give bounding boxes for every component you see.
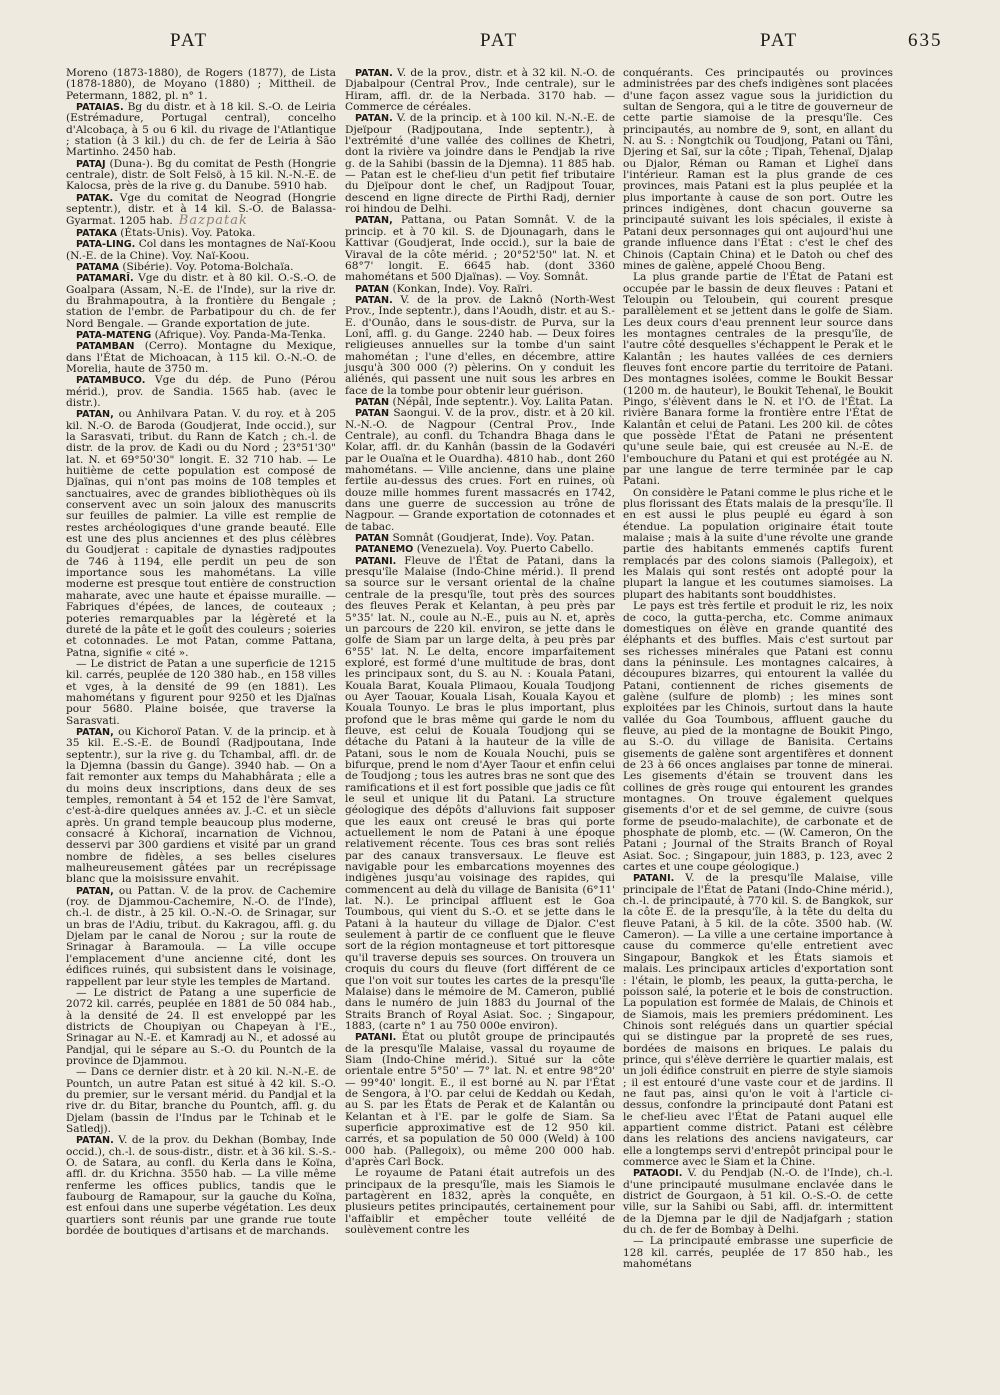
entry-text: Le royaume de Patani était autrefois un des principaux de la presqu'île, mais les Siamois le partagèrent en 1832, après la conquête, en plusieurs petites principautés, certainement pour l'affaiblir et empêcher toute velléité de soulèvement contre les bbox=[345, 1167, 615, 1237]
entry-text: La plus grande partie de l'État de Patani est occupée par le bassin de deux fleuves : Patani et Teloupin ou Teloubein, qui courent presque parallèlement et se jettent dans le golfe de Siam. Les deux cours d'eau prennent leur source dans les montagnes centrales de la presqu'île, de l'autre côté desquelles s'échappent le Perak et le Kalantân ; les hautes vallées de ces derniers fleuves font encore partie du territoire de Patani. Des montagnes isolées, comme le Boukit Bessar (1200 m. de hauteur), le Boukit Tehenaï, le Boukit Pingo, s'élèvent dans le N. et l'O. de l'État. La rivière Banara forme la frontière entre l'État de Kalantân et celui de Patani. Les 200 kil. de côtes que possède l'État de Patani ne présentent qu'une seule baie, qui est creusée au N.-E. de l'embouchure du Patani et qui est protégée au N. par une langue de terre terminée par le cap Patani. bbox=[623, 271, 893, 488]
dictionary-entry bbox=[66, 659, 336, 727]
entry-text: (Duna-). Bg du comitat de Pesth (Hongrie centrale), distr. de Solt Felsö, à 15 kil. N.-N.-E. de Kalocsa, près de la rive g. du Danube. 5910 hab. bbox=[66, 157, 336, 193]
entry-headword: PATAN. bbox=[355, 68, 393, 79]
dictionary-entry bbox=[623, 488, 893, 601]
entry-text: Saongui. V. de la prov., distr. et à 20 kil. N.-N.-O. de Nagpour (Central Prov., Inde Centrale), au confl. du Tchandra Bhaga dans le Kolar, affl. dr. du Kanhân (bassin de la Godavéri par le Ouaïna et le Ouardha). 4810 hab., dont 260 mahométans. — Ville ancienne, dans une plaine fertile au-dessus des crues. Fort en ruines, où douze mille hommes furent massacrés en 1742, dans une guerre de succession au trône de Nagpour. — Grande exportation de cotonnades et de tabac. bbox=[345, 407, 615, 533]
dictionary-entry bbox=[66, 68, 336, 102]
dictionary-entry bbox=[623, 873, 893, 1168]
dictionary-entry bbox=[345, 1032, 615, 1168]
dictionary-entry bbox=[623, 1168, 893, 1236]
entry-text: (États-Unis). Voy. Patoka. bbox=[116, 226, 256, 239]
entry-text: V. de la prov., distr. et à 32 kil. N.-O. de Djabalpour (Central Prov., Inde centrale), sur le Hiram, affl. dr. de la Nerbada. 3170 hab. — Commerce de céréales. bbox=[345, 67, 615, 114]
entry-text: V. de la prov. du Dekhan (Bombay, Inde occid.), ch.-l. de sous-distr., distr. et à 36 kil. S.-S.-O. de Satara, au confl. du Kerla dans le Koïna, affl. dr. du Krichna. 3550 hab. — La ville même renferme les offices publics, tandis que le faubourg de Ramapour, sur la gauche du Koïna, est enfoui dans une superbe végétation. Les deux quartiers sont réunis par une grande rue toute bordée de boutiques d'artisans et de marchands. bbox=[66, 1134, 336, 1238]
entry-text: V. de la princip. et à 100 kil. N.-N.-E. de Djeïpour (Radjpoutana, Inde septentr.), à l'extrémité d'une vallée des collines de Khetri, dont la rivière va joindre dans le Pendjab la rive g. de la Sahibi (bassin de la Djemna). 11 885 hab. — Patan est le chef-lieu d'un petit fief tributaire du Djeïpour dont le chef, un Radjpout Touar, descend en ligne directe de Pirthi Radj, dernier roi hindou de Delhi. bbox=[345, 112, 615, 216]
entry-text: V. du Pendjab (N.-O. de l'Inde), ch.-l. d'une principauté musulmane enclavée dans le district de Gourgaon, à 51 kil. O.-S.-O. de cette ville, sur la Sahibi ou Sabi, affl. dr. intermittent de la Djemna par le djil de Nadjafgarh ; station du ch. de fer de Bombay à Delhi. bbox=[623, 1167, 893, 1237]
dictionary-entry bbox=[623, 601, 893, 873]
entry-text: (Venezuela). Voy. Puerto Cabello. bbox=[413, 543, 594, 556]
entry-headword: PATA-LING. bbox=[76, 239, 136, 251]
entry-headword: PATAMBAN bbox=[76, 341, 135, 353]
page-number: 635 bbox=[908, 30, 943, 51]
entry-headword: PATAN bbox=[355, 283, 390, 295]
dictionary-entry bbox=[66, 375, 336, 409]
entry-text: Moreno (1873-1880), de Rogers (1877), de Lista (1878-1880), de Moyano (1880) ; Mittheil. de Petermann, 1882, pl. n° 1. bbox=[66, 67, 336, 102]
entry-headword: PATAIAS. bbox=[76, 102, 124, 114]
entry-headword: PATANI. bbox=[633, 873, 675, 885]
entry-headword: PATAN, bbox=[76, 726, 114, 738]
dictionary-entry bbox=[623, 272, 893, 488]
entry-text: Fleuve de l'État de Patani, dans la presqu'île Malaise (Indo-Chine mérid.). Il prend sa source sur le versant oriental de la chaîne centrale de la presqu'île, tout près des sources des fleuves Perak et Kelantan, à peu près par 5°35' lat. N., coule au N.-E., puis au N. et, après un parcours de 220 kil. environ, se jette dans le golfe de Siam par un large delta, à peu près par 6°55' lat. N. Le delta, encore imparfaitement exploré, est formé d'une multitude de bras, dont les principaux sont, du S. au N. : Kouala Patani, Kouala Barat, Kouala Plimaou, Kouala Toudjong ou Ayer Taouar, Kouala Lisah, Kouala Kayou et Kouala Tounyo. Le bras le plus important, plus profond que le bras même qui garde le nom du fleuve, est celui de Kouala Toudjong qui se détache du Patani à la hauteur de la ville de Patani, sous le nom de Kouala Nouchi, puis se bifurque, prend le nom d'Ayer Taour et enfin celui de Toudjong ; tous les autres bras ne sont que des ramifications et il est fort possible que jadis ce fût le seul et unique lit du Patani. La structure géologique des dépôts d'alluvions fait supposer que les eaux ont creusé le bras qui porte actuellement le nom de Patani à une époque relativement récente. Tous ces bras sont reliés par des canaux transversaux. Le fleuve est navigable pour les embarcations moyennes des indigènes jusqu'au voisinage des rapides, qui commencent au delà du village de Banisita (6°11' lat. N.). Le principal affluent est le Goa Toumbous, qui vient du S.-O. et se jette dans le Patani à la hauteur du village de Djalor. C'est seulement à partir de ce confluent que le fleuve sort de la région montagneuse et tort pittoresque qu'il traverse depuis ses sources. On trouvera un croquis du cours du fleuve (fort différent de ce que l'on voit sur toutes les cartes de la presqu'île Malaise) dans le mémoire de M. Cameron, publié dans le numéro de juin 1883 du Journal of the Straits Branch of Royal Asiat. Soc. ; Singapour, 1883, (carte n° 1 au 750 000e environ). bbox=[345, 554, 615, 1032]
entry-headword: PATAN, bbox=[76, 409, 114, 421]
entry-text: Vge du dép. de Puno (Pérou mérid.), prov. de Sandia. 1565 hab. (avec le distr.). bbox=[66, 374, 336, 409]
entry-headword: PATAMBUCO. bbox=[76, 375, 146, 387]
dictionary-entry bbox=[66, 341, 336, 375]
header-center-word: PAT bbox=[480, 30, 519, 51]
running-header bbox=[60, 30, 960, 64]
entry-text: (Sibérie). Voy. Potoma-Bolchaïa. bbox=[119, 260, 294, 273]
entry-headword: PATAN, bbox=[355, 215, 393, 227]
entry-headword: PATAN. bbox=[355, 294, 393, 306]
entry-headword: PATAMARÎ. bbox=[76, 273, 134, 285]
entry-headword: PATANI. bbox=[355, 1032, 397, 1044]
entry-text: — La principauté embrasse une superficie de 128 kil. carrés, peuplée de 17 850 hab., les mahométans bbox=[623, 1235, 893, 1271]
header-left-word: PAT bbox=[170, 30, 209, 51]
dictionary-entry bbox=[66, 239, 336, 262]
dictionary-entry bbox=[66, 988, 336, 1067]
entry-headword: PATAJ bbox=[76, 158, 106, 170]
entry-text: V. de la presqu'île Malaise, ville principale de l'État de Patani (Indo-Chine mérid.), ch.-l. de principauté, à 770 kil. S. de Bangkok, sur la côte E. de la presqu'île, à la tête du delta du fleuve Patani, à 5 kil. de la côte. 3500 hab. (W. Cameron). — La ville a une certaine importance à cause du commerce qu'elle entretient avec Singapour, Bangkok et les États siamois et malais. Les principaux articles d'exportation sont : l'étain, le plomb, les peaux, la gutta-percha, le poisson salé, la poterie et le bois de construction. La population est formée de Malais, de Chinois et de Siamois, mais les premiers prédominent. Les Chinois sont relégués dans un quartier spécial qui se distingue par la propreté de ses rues, bordées de maisons en briques. Le palais du prince, qui s'élève derrière le quartier malais, est un joli édifice construit en pierre de style siamois ; il est entouré d'une vaste cour et de jardins. Il ne faut pas, ainsi qu'on le voit à l'article ci-dessus, confondre la principauté dont Patani est le chef-lieu avec l'État de Patani auquel elle appartient comme district. Patani est célèbre dans les relations des anciens navigateurs, car elle a longtemps servi d'entrepôt principal pour le commerce avec le Siam et la Chine. bbox=[623, 872, 893, 1168]
entry-text: — Le district de Patan a une superficie de 1215 kil. carrés, peuplée de 120 380 hab., en 158 villes et vges, à la densité de 99 (en 1881). Les mahométans y figurent pour 9250 et les Djaïnas pour 5680. Plaine boisée, que traverse la Sarasvati. bbox=[66, 657, 336, 727]
entry-headword: PATAN, bbox=[76, 885, 114, 897]
entry-text: Vge du comitat de Neograd (Hongrie septentr.), distr. et à 14 kil. S.-O. de Balassa-Gyarmat. 1205 hab. bbox=[66, 191, 336, 228]
dictionary-entry bbox=[66, 1067, 336, 1135]
dictionary-entry bbox=[66, 727, 336, 886]
dictionary-entry bbox=[345, 68, 615, 113]
entry-headword: PATAN bbox=[355, 533, 390, 545]
entry-headword: PATAN. bbox=[76, 1135, 114, 1147]
entry-headword: PATAN bbox=[355, 408, 390, 420]
entry-text: V. de la prov. de Laknô (North-West Prov., Inde septentr.), dans l'Aoudh, distr. et au S.-E. d'Ounâo, dans le sous-distr. de Purva, sur la Lonî, affl. g. du Gange. 2240 hab. — Deux foires religieuses annuelles sur la tombe d'un saint mahométan ; l'une d'elles, en décembre, attire jusqu'à 300 000 (?) pèlerins. On y conduit les aliénés, qui passent une nuit sous les arbres en face de la tombe pour obtenir leur guérison. bbox=[345, 293, 615, 397]
entry-headword: PATAMA bbox=[76, 261, 120, 273]
entry-text: Col dans les montagnes de Naï-Koou (N.-E. de la Chine). Voy. Naï-Koou. bbox=[66, 238, 336, 262]
header-right-word: PAT bbox=[760, 30, 799, 51]
dictionary-entry bbox=[66, 193, 336, 228]
entry-text: État ou plutôt groupe de principautés de la presqu'île Malaise, vassal du royaume de Siam (Indo-Chine mérid.). Situé sur la côte orientale entre 5°50' — 7° lat. N. et entre 98°20' — 99°40' longit. E., il est borné au N. par l'État de Sengora, à l'O. par celui de Keddah ou Kedah, au S. par les États de Perak et de Kalantân ou Kelantan et à l'E. par le golfe de Siam. Sa superficie approximative est de 12 950 kil. carrés, et sa population de 50 000 (Weld) à 100 000 hab. (Pallegoix), ou même 200 000 hab. d'après Carl Bock. bbox=[345, 1031, 615, 1168]
entry-text: Somnât (Goudjerat, Inde). Voy. Patan. bbox=[389, 532, 595, 545]
dictionary-entry bbox=[623, 68, 893, 272]
dictionary-entry bbox=[345, 1168, 615, 1236]
entry-headword: PATAODI. bbox=[633, 1168, 683, 1180]
text-column-1 bbox=[66, 68, 336, 1237]
entry-headword: PATAN bbox=[355, 396, 390, 408]
entry-text: (Konkan, Inde). Voy. Raïri. bbox=[389, 282, 533, 295]
dictionary-entry bbox=[345, 215, 615, 283]
text-column-2 bbox=[345, 68, 615, 1236]
handwritten-pencil-note: Bazpatak bbox=[178, 213, 248, 229]
entry-text: Pattana, ou Patan Somnât. V. de la princip. et à 70 kil. S. de Djounagarh, dans le Kattivar (Goudjerat, Inde occid.), sur la baie de Viraval de la côte mérid. ; 20°52'50" lat. N. et 68°7' longit. E. 6645 hab. (dont 3360 mahométans et 500 Djaïnas). — Voy. Somnât. bbox=[345, 214, 615, 284]
entry-headword: PATAKA bbox=[76, 227, 117, 239]
entry-text: On considère le Patani comme le plus riche et le plus florissant des États malais de la presqu'île. Il en est aussi le plus peuplé eu égard à son étendue. La population originaire était toute malaise ; mais à la suite d'une révolte une grande partie des habitants emmenés captifs furent remplacés par des colons siamois (Pallegoix), et les Malais qui sont restés ont adopté pour la plupart la langue et les coutumes siamoises. La plupart des habitants sont bouddhistes. bbox=[623, 486, 893, 601]
entry-text: (Népâl, Inde septentr.). Voy. Lalita Patan. bbox=[389, 395, 614, 408]
dictionary-entry bbox=[66, 886, 336, 988]
dictionary-entry bbox=[345, 295, 615, 397]
entry-text: ou Kichoroï Patan. V. de la princip. et à 35 kil. E.-S.-E. de Boundî (Radjpoutana, Inde septentr.), sur la rive g. du Tchambal, affl. dr. de la Djemna (bassin du Gange). 3940 hab. — On a fait remonter aux temps du Mahabhârata ; elle a du moins deux inscriptions, dans deux de ses temples, remontant à 54 et 152 de l'ère Samvat, c'est-à-dire quelques années av. J.-C. et un siècle après. Un grand temple beaucoup plus moderne, consacré à Kichoraï, incarnation de Vichnou, desservi par 300 gardiens et visité par un grand nombre de fidèles, a ses belles ciselures malheureusement gâtées par un recrépissage blanc que la moisissure envahit. bbox=[66, 725, 336, 886]
entry-text: conquérants. Ces principautés ou provinces administrées par des chefs indigènes sont placées d'une façon assez vague sous la juridiction du sultan de Sengora, qui a le titre de gouverneur de cette partie siamoise de la presqu'île. Ces principautés, au nombre de 9, sont, en allant du N. au S. : Nongtchik ou Toudjong, Patani ou Tâni, Djering et Saï, sur la côte ; Tipah, Tehenaï, Djalap ou Djalor, Réman ou Raman et Ligheï dans l'intérieur. Raman est la plus grande de ces provinces, mais Patani est la plus peuplée et la plus importante à cause de son port. Outre les princes indigènes, dont chacun gouverne sa principauté suivant les lois spéciales, il existe à Patani deux personnages qui ont aujourd'hui une grande influence dans l'État : c'est le chef des Chinois (Captain China) et le Datoh ou chef des mines de galène, appelé Choou Beng. bbox=[623, 67, 893, 272]
entry-headword: PATANEMO bbox=[355, 544, 414, 556]
entry-text: ou Anhilvara Patan. V. du roy. et à 205 kil. N.-O. de Baroda (Goudjerat, Inde occid.), sur la Sarasvati, tribut. du Rann de Katch ; ch.-l. de distr. de la prov. de Kadi ou du Nord ; 23°51'30" lat. N. et 69°50'30" longit. E. 32 710 hab. — Le huitième de cette population est composé de Djaïnas, qui n'ont pas moins de 108 temples et sanctuaires, avec de grandes bibliothèques où ils conservent avec un soin jaloux des manuscrits sur feuilles de palmier. La ville est remplie de restes archéologiques d'une grande beauté. Elle est une des plus anciennes et des plus célèbres du Goudjerat : capitale de dynasties radjpoutes de 746 à 1194, elle perdit un peu de son importance sous les mahométans. La ville moderne est presque tout entière de construction maharate, avec une haute et épaisse muraille. — Fabriques d'épées, de lances, de couteaux ; poteries remarquables par la légèreté et la dureté de la pâte et le goût des couleurs ; soieries et cotonnades. Le mot Patan, comme Pattana, Patna, signifie « cité ». bbox=[66, 408, 336, 659]
entry-text: Le pays est très fertile et produit le riz, les noix de coco, la gutta-percha, etc. Comme animaux domestiques on élève en grande quantité des éléphants et des buffles. Mais c'est surtout par ses richesses minérales que Patani est connu dans la péninsule. Les montagnes calcaires, à découpures bizarres, qui entourent la vallée du Patani, contiennent de riches gisements de galène (sulfure de plomb) ; les mines sont exploitées par les Chinois, surtout dans la haute vallée du Goa Toumbous, affluent gauche du fleuve, au pied de la montagne de Boukit Pingo, au S.-O. du village de Banisita. Certains gisements de galène sont argentifères et donnent de 23 à 66 onces anglaises par tonne de minerai. Les gisements d'étain se trouvent dans les collines de grès rouge qui entourent les grandes montagnes. On trouve également quelques gisements d'or et de sel gemme, de cuivre (sous forme de pseudo-malachite), de carbonate et de phosphate de plomb, etc. — (W. Cameron, On the Patani ; Journal of the Straits Branch of Royal Asiat. Soc. ; Singapour, juin 1883, p. 123, avec 2 cartes et une coupe géologique.) bbox=[623, 600, 893, 874]
dictionary-entry bbox=[345, 113, 615, 215]
entry-headword: PATAN. bbox=[355, 113, 393, 125]
dictionary-entry bbox=[345, 408, 615, 533]
entry-text: (Cerro). Montagne du Mexique, dans l'État de Michoacan, à 115 kil. O.-N.-O. de Morelia, haute de 3750 m. bbox=[66, 340, 336, 375]
dictionary-entry bbox=[66, 159, 336, 193]
entry-headword: PATAK. bbox=[76, 192, 114, 204]
text-column-3 bbox=[623, 68, 893, 1270]
dictionary-entry bbox=[66, 273, 336, 330]
entry-headword: PATA-MATENG bbox=[76, 329, 152, 341]
entry-headword: PATANI. bbox=[355, 555, 397, 567]
entry-text: Vge du distr. et à 80 kil. O.-S.-O. de Goalpara (Assam, N.-E. de l'Inde), sur la rive dr. du Brahmapoutra, à la frontière du Bengale ; station de l'embr. de Parbatipour du ch. de fer Nord Bengale. — Grande exportation de jute. bbox=[66, 272, 336, 330]
entry-text: Bg du distr. et à 18 kil. S.-O. de Leiria (Estrémadure, Portugal central), concelho d'Alcobaça, à 5 ou 6 kil. du rivage de l'Atlantique ; station (à 3 kil.) du ch. de fer de Leiria à São Martinho. 2450 hab. bbox=[66, 101, 336, 159]
entry-text: ou Pattan. V. de la prov. de Cachemire (roy. de Djammou-Cachemire, N.-O. de l'Inde), ch.-l. de distr., à 25 kil. O.-N.-O. de Srinagar, sur un bras de l'Adiu, tribut. du Kakragou, affl. g. du Djelam par le canal de Norou ; sur la route de Srinagar à Baramoula. — La ville occupe l'emplacement d'une ancienne cité, dont les édifices ruinés, qui subsistent dans le voisinage, rappellent par leur style les temples de Martand. bbox=[66, 884, 336, 988]
entry-text: — Dans ce dernier distr. et à 20 kil. N.-N.-E. de Pountch, un autre Patan est situé à 42 kil. S.-O. du premier, sur le versant mérid. du Pandjal et la rive dr. du Bitar, branche du Pountch, affl. g. du Djelam (bassin de l'Indus par le Tchinab et le Satledj). bbox=[66, 1066, 336, 1135]
dictionary-entry bbox=[345, 556, 615, 1032]
dictionary-entry bbox=[66, 409, 336, 659]
dictionary-entry bbox=[66, 1135, 336, 1237]
dictionary-entry bbox=[623, 1236, 893, 1270]
dictionary-entry bbox=[66, 102, 336, 159]
entry-text: — Le district de Patang a une superficie de 2072 kil. carrés, peuplée en 1881 de 50 084 hab., à la densité de 24. Il est enveloppé par les districts de Choupiyan ou Chapeyan à l'E., Srinagar au N.-E. et Kamradj au N., et adossé au Pandjal, qui le sépare au S.-O. du Pountch de la province de Djammou. bbox=[66, 986, 336, 1067]
entry-text: (Afrique). Voy. Panda-Ma-Tenka. bbox=[151, 328, 326, 341]
